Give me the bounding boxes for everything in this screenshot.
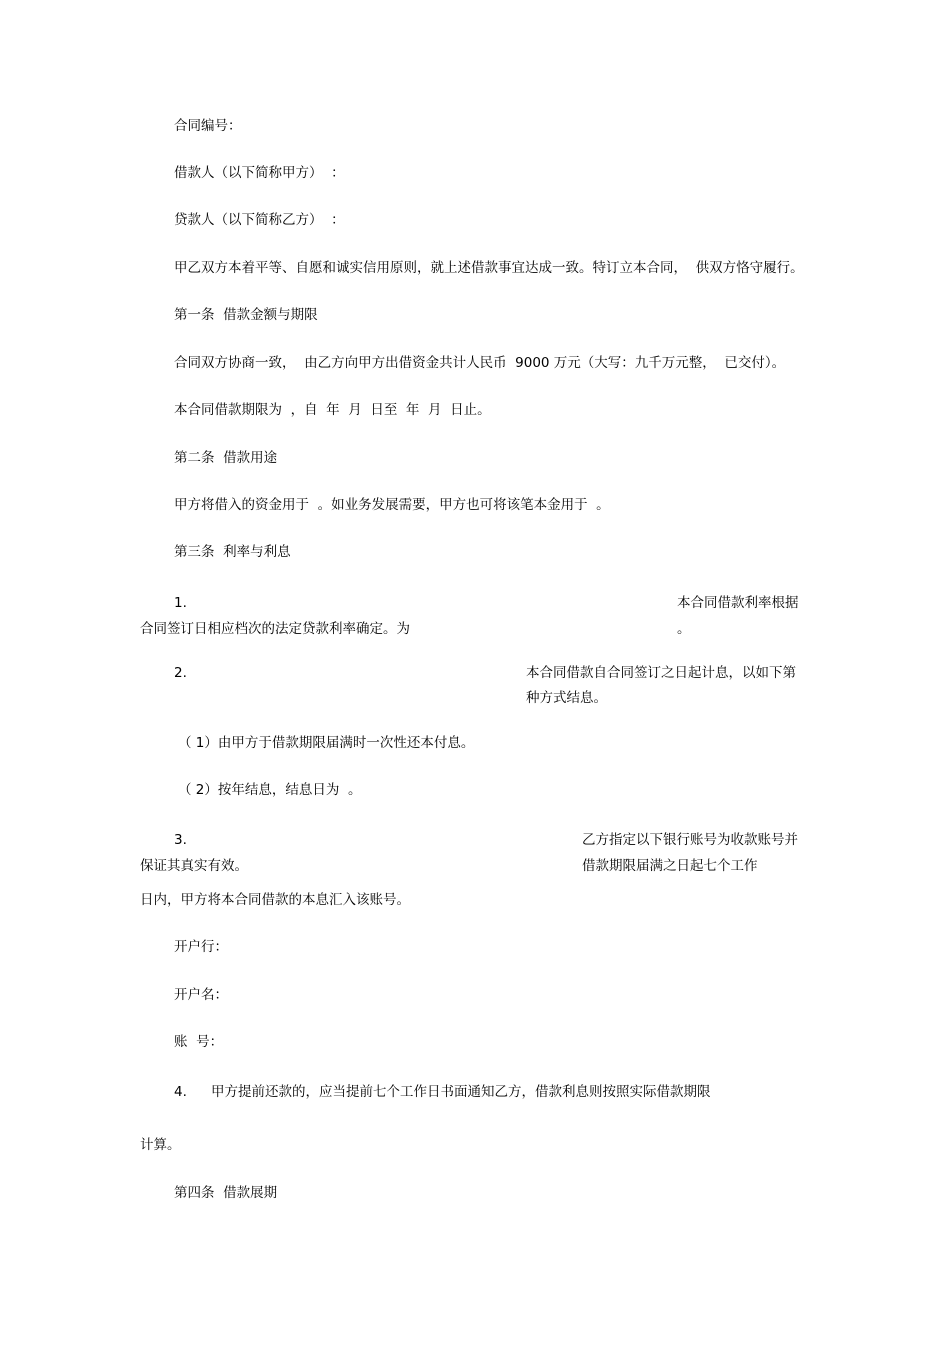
item-1-end-mark: 。 [677, 621, 691, 637]
item-3-text-right2: 借款期限届满之日起七个工作 [582, 858, 758, 874]
account-name-field: 开户名： [174, 987, 228, 1003]
borrower-line: 借款人（以下简称甲方） ： [174, 165, 345, 181]
item-2-text-line1: 本合同借款自合同签订之日起计息，以如下第 [526, 665, 796, 681]
article-2-purpose-paragraph: 甲方将借入的资金用于 。如业务发展需要，甲方也可将该笔本金用于 。 [174, 497, 610, 513]
article-2-heading: 第二条 借款用途 [174, 450, 278, 466]
article-1-amount-paragraph: 合同双方协商一致， 由乙方向甲方出借资金共计人民币 9000 万元（大写：九千万元整， 已交付）。 [174, 355, 786, 371]
article-1-heading: 第一条 借款金额与期限 [174, 307, 318, 323]
item-3-text-line3: 日内，甲方将本合同借款的本息汇入该账号。 [140, 892, 410, 908]
contract-number-label: 合同编号： [174, 118, 242, 134]
account-number-field: 账 号： [174, 1034, 224, 1050]
option-2-line: （ 2）按年结息，结息日为 。 [178, 782, 362, 798]
item-3-text-left2: 保证其真实有效。 [140, 858, 248, 874]
item-2-number: 2. [174, 665, 187, 681]
article-4-heading: 第四条 借款展期 [174, 1185, 278, 1201]
item-1-text-left: 合同签订日相应档次的法定贷款利率确定。为 [140, 621, 410, 637]
preamble-paragraph: 甲乙双方本着平等、自愿和诚实信用原则，就上述借款事宜达成一致。特订立本合同， 供双方恪守履行。 [174, 260, 804, 276]
item-1-number: 1. [174, 595, 187, 611]
article-1-term-paragraph: 本合同借款期限为 ，自 年 月 日至 年 月 日止。 [174, 402, 491, 418]
bank-name-field: 开户行： [174, 939, 228, 955]
article-3-heading: 第三条 利率与利息 [174, 544, 291, 560]
item-3-text-right1: 乙方指定以下银行账号为收款账号并 [582, 832, 798, 848]
item-2-text-line2: 种方式结息。 [526, 690, 607, 706]
option-1-line: （ 1）由甲方于借款期限届满时一次性还本付息。 [178, 735, 475, 751]
lender-line: 贷款人（以下简称乙方） ： [174, 212, 345, 228]
item-4-continuation: 计算。 [140, 1137, 181, 1153]
item-4-text: 甲方提前还款的，应当提前七个工作日书面通知乙方，借款利息则按照实际借款期限 [211, 1084, 711, 1100]
item-3-number: 3. [174, 832, 187, 848]
item-1-text-right: 本合同借款利率根据 [677, 595, 799, 611]
item-4-number: 4. [174, 1084, 187, 1100]
